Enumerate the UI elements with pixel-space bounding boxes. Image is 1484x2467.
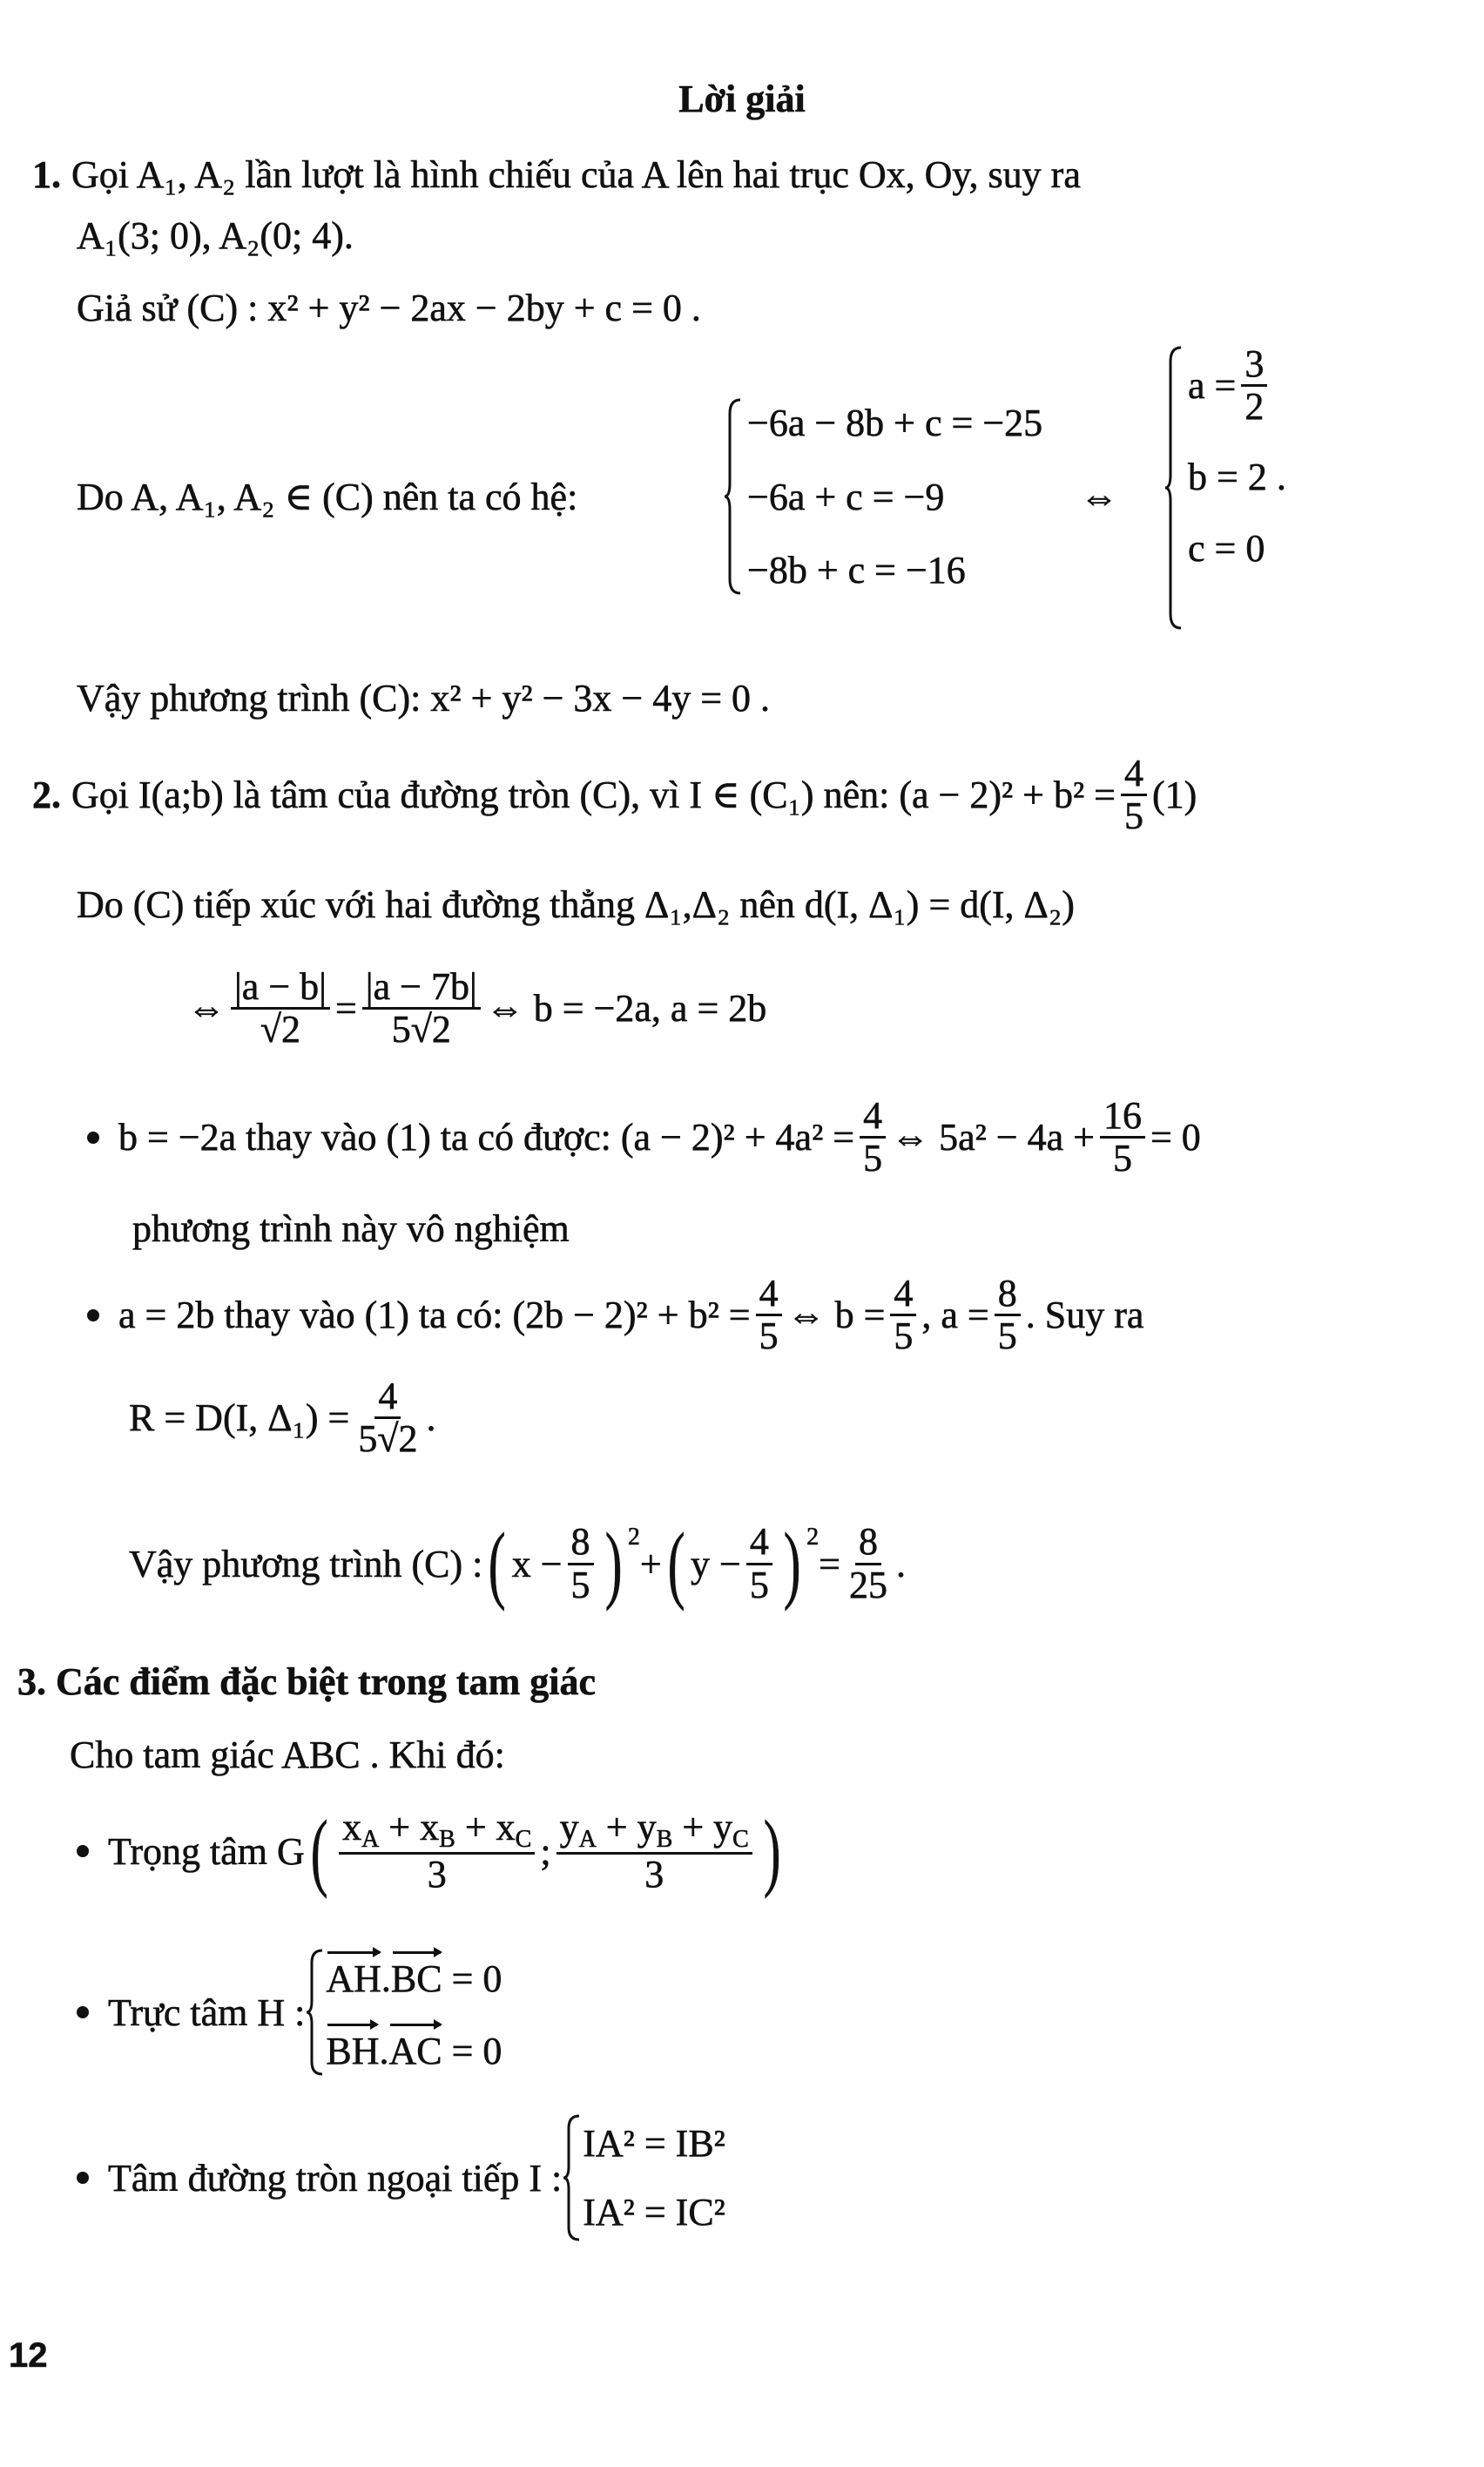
text: . — [895, 1542, 906, 1585]
numerator: 8 — [855, 1522, 881, 1565]
text: b = −2a thay vào (1) ta có được: (a − 2)² + 4a² = — [118, 1116, 855, 1159]
solution-c: c = 0 — [1188, 527, 1265, 570]
text: ; — [540, 1829, 551, 1873]
denominator: 5 — [749, 1563, 769, 1606]
text: a = 2b thay vào (1) ta có: (2b − 2)² + b² = — [118, 1294, 751, 1337]
numerator: $y_A + y_B + y_C$ — [556, 1808, 752, 1855]
equation: IA² = IB² — [583, 2122, 725, 2165]
equation: BH.AC = 0 — [326, 2024, 502, 2073]
denominator: 5 — [1124, 794, 1143, 838]
text: Tâm đường tròn ngoại tiếp I : — [108, 2156, 563, 2200]
orthocenter-line — [77, 1947, 502, 2078]
text: 3. Các điểm đặc biệt trong tam giác — [17, 1660, 596, 1703]
title-text: Lời giải — [678, 78, 806, 120]
numerator: 8 — [568, 1522, 594, 1565]
left-brace-icon — [1164, 344, 1184, 632]
left-brace-icon — [562, 2112, 583, 2243]
p2-line3 — [187, 967, 766, 1050]
text: = — [334, 987, 357, 1031]
equation: IA² = IC² — [583, 2191, 725, 2234]
bullet-icon — [77, 2006, 89, 2018]
item-number: 2. — [32, 774, 61, 817]
text: Do (C) tiếp xúc với hai đường thẳng Δ₁,Δ₂ nên d(I, Δ₁) = d(I, Δ₂) — [77, 883, 1075, 926]
p2-bullet2 — [87, 1274, 1143, 1356]
numerator: $x_A + x_B + x_C$ — [339, 1808, 535, 1855]
exponent: 2 — [806, 1524, 820, 1551]
text: Vậy phương trình (C) : — [129, 1542, 483, 1585]
equation: −6a − 8b + c = −25 — [747, 402, 1043, 444]
p2-line2 — [77, 882, 1075, 927]
denominator: 5 — [570, 1563, 590, 1606]
numerator: 3 — [1241, 344, 1267, 387]
denominator: 3 — [644, 1853, 664, 1896]
equation: AH.BC = 0 — [326, 1951, 502, 2001]
equation: −8b + c = −16 — [747, 549, 966, 591]
left-brace-icon — [305, 1947, 326, 2078]
p1-line2 — [77, 213, 354, 258]
denominator: 5√2 — [358, 1417, 418, 1461]
left-brace-icon — [723, 396, 744, 597]
numerator: 4 — [860, 1096, 886, 1139]
text: = — [819, 1542, 840, 1585]
circumcenter-line — [77, 2112, 725, 2243]
text: = 0 — [1150, 1116, 1201, 1159]
p2-line1 — [32, 754, 1197, 836]
numerator: 4 — [374, 1376, 401, 1419]
p1-conclusion — [77, 676, 770, 720]
text: Do A, A₁, A₂ ∈ (C) nên ta có hệ: — [77, 476, 578, 518]
p2-bullet1 — [87, 1096, 1201, 1179]
text: + — [639, 1542, 662, 1585]
denominator: √2 — [260, 1008, 301, 1051]
text: R = D(I, Δ₁) = — [129, 1396, 350, 1440]
text: Cho tam giác ABC . Khi đó: — [70, 1734, 505, 1776]
denominator: 2 — [1245, 385, 1265, 429]
equiv-symbol — [1080, 475, 1118, 519]
item-number: 1. — [32, 153, 61, 196]
text: Gọi I(a;b) là tâm của đường tròn (C), vì I ∈ (C₁) nên: (a − 2)² + b² = — [71, 774, 1116, 817]
denominator: 5 — [997, 1315, 1017, 1358]
page-title — [0, 77, 1484, 121]
numerator: 4 — [1121, 754, 1147, 796]
solution-b: b = 2 . — [1188, 455, 1286, 498]
text: A₁(3; 0), A₂(0; 4). — [77, 214, 354, 257]
p1-system-label — [77, 475, 577, 519]
text: ⇔ 5a² − 4a + — [891, 1116, 1095, 1159]
text: ⇔ b = −2a, a = 2b — [485, 987, 767, 1031]
text: Giả sử (C) : x² + y² − 2ax − 2by + c = 0 . — [77, 287, 701, 329]
p2-radius — [129, 1376, 436, 1459]
equation-tag: (1) — [1152, 774, 1197, 817]
page-number — [9, 2336, 48, 2376]
text: ⇔ b = — [786, 1294, 886, 1337]
text: Gọi A₁, A₂ lần lượt là hình chiếu của A lên hai trục Ox, Oy, suy ra — [71, 153, 1081, 196]
text: 12 — [9, 2336, 48, 2375]
text: ⇔ — [1080, 476, 1118, 518]
denominator: 5√2 — [391, 1008, 451, 1051]
section-heading — [17, 1659, 596, 1704]
text: Trọng tâm G — [108, 1829, 305, 1873]
denominator: 5 — [759, 1315, 779, 1358]
denominator: 3 — [427, 1853, 447, 1896]
numerator: |a − 7b| — [362, 967, 481, 1010]
numerator: 16 — [1100, 1096, 1145, 1139]
text: y − — [691, 1542, 741, 1585]
denominator: 5 — [1112, 1137, 1132, 1180]
centroid-line: Trọng tâm G ( $\frac{x_A + x_B + x_C}{3}$ ; $\frac{y_A + y_B + y_C}{3}$ ) — [77, 1808, 786, 1896]
p2-bullet1-cont — [132, 1206, 570, 1251]
text: Vậy phương trình (C): x² + y² − 3x − 4y = 0 . — [77, 677, 771, 720]
bullet-icon — [77, 1845, 89, 1857]
p2-final: Vậy phương trình (C) : ( x − $\frac{8}{5}$ ) 2 + ( y − $\frac{4}{5}$ ) 2 = $\frac{8}{25}$ . — [129, 1515, 906, 1612]
p3-intro — [70, 1733, 505, 1777]
text: Trực tâm H : — [108, 1990, 306, 2034]
bullet-icon — [87, 1309, 99, 1321]
denominator: 5 — [894, 1315, 914, 1358]
bullet-icon — [77, 2172, 89, 2184]
numerator: 8 — [995, 1274, 1021, 1316]
solution-a — [1188, 344, 1286, 427]
numerator: |a − b| — [231, 967, 330, 1010]
p1-solution — [1164, 344, 1286, 632]
p1-suppose — [77, 286, 701, 330]
numerator: 4 — [746, 1522, 772, 1565]
p1-system — [723, 396, 1042, 597]
text: phương trình này vô nghiệm — [132, 1207, 570, 1250]
text: . Suy ra — [1025, 1294, 1144, 1337]
numerator: 4 — [756, 1274, 782, 1316]
numerator: 4 — [890, 1274, 916, 1316]
p1-line1 — [32, 152, 1081, 197]
text: . — [426, 1396, 436, 1440]
text: ⇔ — [187, 987, 226, 1031]
text: , a = — [921, 1294, 989, 1337]
text: a = — [1188, 364, 1237, 408]
denominator: 5 — [863, 1137, 883, 1180]
denominator: 25 — [848, 1563, 887, 1606]
bullet-icon — [87, 1132, 99, 1144]
exponent: 2 — [627, 1524, 640, 1551]
equation: −6a + c = −9 — [747, 475, 945, 518]
text: x − — [511, 1542, 563, 1585]
